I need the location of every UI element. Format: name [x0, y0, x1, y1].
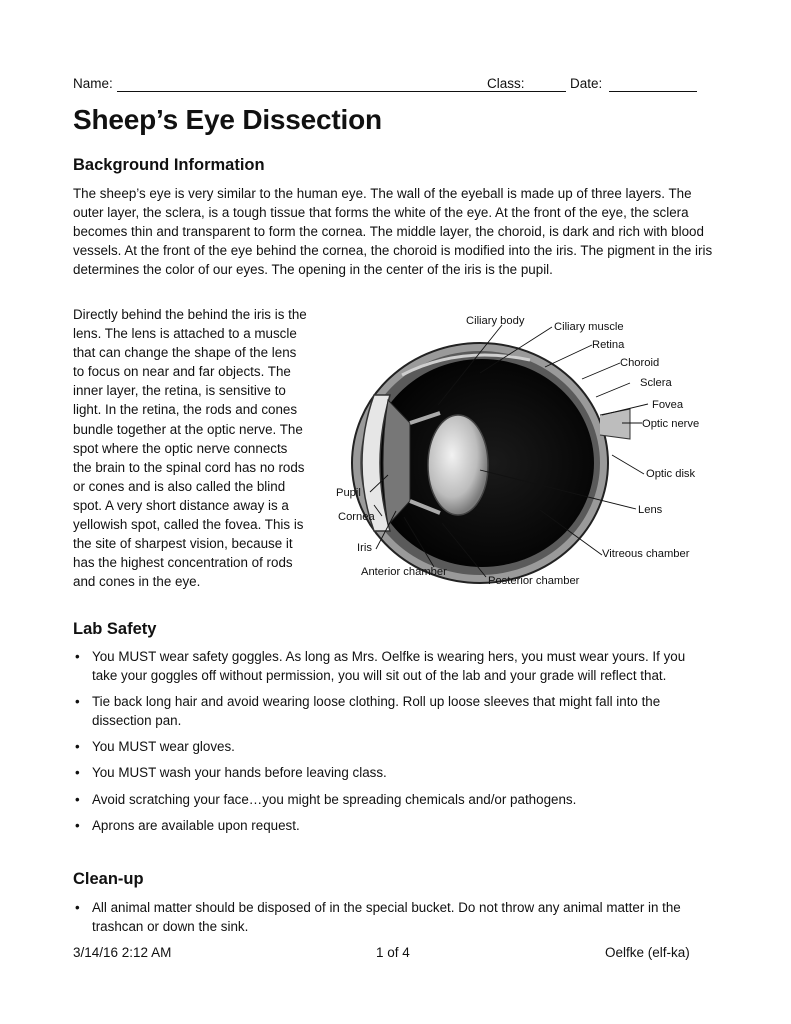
page-title: Sheep’s Eye Dissection: [73, 104, 382, 135]
list-item: • Tie back long hair and avoid wearing loose clothing. Roll up loose sleeves that might fall into the dissection pan.: [73, 692, 713, 730]
lab-safety-heading: Lab Safety: [73, 620, 157, 638]
label-posterior-chamber: Posterior chamber: [488, 575, 580, 587]
list-item: • You MUST wash your hands before leaving class.: [73, 763, 713, 782]
label-ciliary-muscle: Ciliary muscle: [554, 321, 624, 333]
optic-nerve-shape: [600, 409, 630, 439]
name-blank[interactable]: [117, 91, 529, 92]
class-label: Class:: [487, 76, 525, 91]
label-fovea: Fovea: [652, 399, 684, 411]
footer-author: Oelfke (elf-ka): [605, 945, 690, 960]
label-sclera: Sclera: [640, 377, 672, 389]
label-retina: Retina: [592, 339, 625, 351]
label-optic-nerve: Optic nerve: [642, 418, 700, 430]
student-info-header: [73, 75, 698, 95]
background-paragraph-2: Directly behind the behind the iris is the lens. The lens is attached to a muscle that can change the shape of the lens to focus on near and far objects. The inner layer, the retina, is sensitive to light. In the retina, the rods and cones bundle together at the optic nerve. The spot where the optic nerve connects the brain to the spinal cord has no rods or cones and is also called the blind spot. A very short distance away is a yellowish spot, called the fovea. This is the site of sharpest vision, because it has the highest concentration of rods and cones in the eye.: [73, 307, 307, 590]
footer-page-number: 1 of 4: [376, 945, 410, 960]
label-pupil: Pupil: [336, 487, 361, 499]
lab-safety-list: [73, 647, 713, 835]
list-item: • Avoid scratching your face…you might be spreading chemicals and/or pathogens.: [73, 790, 713, 809]
cleanup-heading: Clean-up: [73, 870, 144, 888]
label-iris: Iris: [357, 542, 372, 554]
list-item: • All animal matter should be disposed of in the special bucket. Do not throw any animal matter in the trashcan or down the sink.: [73, 898, 713, 936]
label-anterior-chamber: Anterior chamber: [361, 566, 447, 578]
label-lens: Lens: [638, 504, 663, 516]
eye-anatomy-diagram: [330, 305, 720, 595]
background-paragraph-1: The sheep’s eye is very similar to the human eye. The wall of the eyeball is made up of three layers. The outer layer, the sclera, is a tough tissue that forms the white of the eye. At the front of the eye, the sclera becomes thin and transparent to form the cornea. The middle layer, the choroid, is dark and rich with blood vessels. At the front of the eye behind the cornea, the choroid is modified into the iris. The pigment in the iris determines the color of our eyes. The opening in the center of the iris is the pupil.: [73, 186, 713, 278]
background-heading: Background Information: [73, 156, 265, 174]
label-vitreous-chamber: Vitreous chamber: [602, 548, 690, 560]
list-item: • You MUST wear gloves.: [73, 737, 713, 756]
footer-date: 3/14/16 2:12 AM: [73, 945, 172, 960]
list-item: • You MUST wear safety goggles. As long as Mrs. Oelfke is wearing hers, you must wear yours. If you take your goggles off without permission, you will sit out of the lab and your grade will reflect that.: [73, 647, 713, 685]
label-choroid: Choroid: [620, 357, 660, 369]
label-optic-disk: Optic disk: [646, 468, 696, 480]
label-cornea: Cornea: [338, 511, 375, 523]
label-ciliary-body: Ciliary body: [466, 315, 525, 327]
list-item: • Aprons are available upon request.: [73, 816, 713, 835]
eyeball-illustration: [352, 343, 630, 583]
cleanup-list: [73, 898, 713, 936]
name-label: Name:: [73, 76, 113, 91]
date-blank[interactable]: [609, 91, 697, 92]
date-label: Date:: [570, 76, 603, 91]
class-blank[interactable]: [528, 91, 566, 92]
lens-shape: [428, 415, 488, 515]
